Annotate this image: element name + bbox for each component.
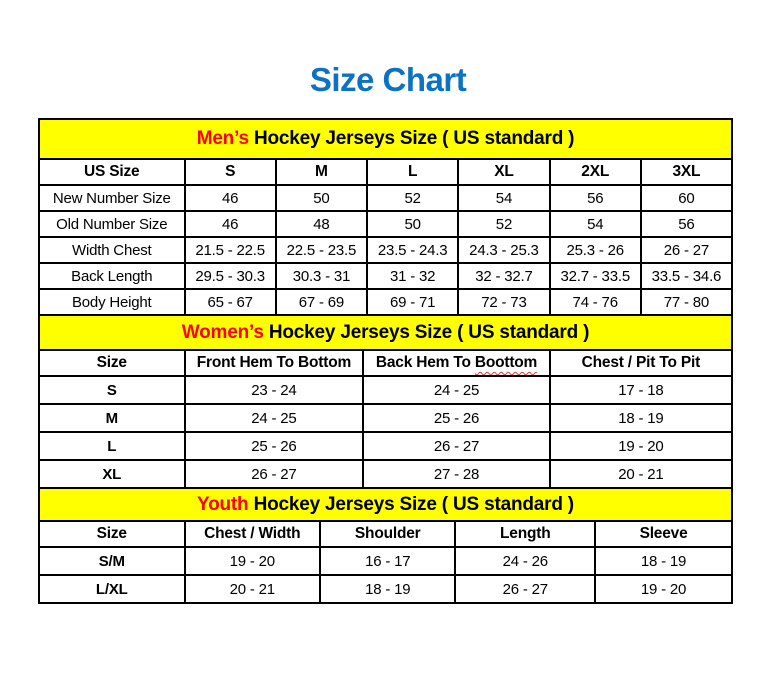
size-value-cell: 56 [550,185,641,211]
column-header [363,350,549,376]
column-header [185,350,364,376]
section-header-youth [39,488,732,521]
size-value-cell: 52 [458,211,549,237]
table-row [39,263,732,289]
size-value-cell: 33.5 - 34.6 [641,263,732,289]
size-value-cell: 26 - 27 [641,237,732,263]
size-value-cell: 20 - 21 [185,575,320,603]
size-value-cell: 16 - 17 [320,547,455,575]
column-header-label: Size [96,354,127,371]
section-header-highlight: Men’s [196,128,249,149]
column-header [455,521,595,547]
table-row [39,460,732,488]
table-row [39,211,732,237]
column-header-label: Front Hem To Bottom [196,354,352,371]
row-label: S/M [39,547,185,575]
size-value-cell: 18 - 19 [550,404,732,432]
row-label: Body Height [39,289,185,315]
size-value-cell: 77 - 80 [641,289,732,315]
size-table-youth [38,487,733,604]
size-value-cell: 50 [276,185,367,211]
size-value-cell: 17 - 18 [550,376,732,404]
column-header-misspelled-word: Boottom [474,354,538,371]
row-label: New Number Size [39,185,185,211]
size-value-cell: 25.3 - 26 [550,237,641,263]
size-table-womens [38,314,733,489]
column-header [550,350,732,376]
column-header [39,159,185,185]
column-header-label: XL [494,163,514,180]
size-value-cell: 72 - 73 [458,289,549,315]
row-label: L [39,432,185,460]
size-value-cell: 32 - 32.7 [458,263,549,289]
row-label: M [39,404,185,432]
column-header-label: 2XL [581,163,610,180]
size-value-cell: 22.5 - 23.5 [276,237,367,263]
size-chart-tables [38,118,733,604]
page-title: Size Chart [309,61,467,98]
column-header-label: 3XL [672,163,701,180]
table-row [39,289,732,315]
size-value-cell: 30.3 - 31 [276,263,367,289]
section-header-highlight: Youth [197,493,249,515]
size-value-cell: 18 - 19 [320,575,455,603]
size-value-cell: 19 - 20 [595,575,732,603]
column-header-label: L [408,163,418,180]
table-row [39,237,732,263]
size-value-cell: 21.5 - 22.5 [185,237,276,263]
size-value-cell: 23.5 - 24.3 [367,237,458,263]
table-row [39,404,732,432]
size-value-cell: 60 [641,185,732,211]
size-value-cell: 19 - 20 [550,432,732,460]
size-value-cell: 69 - 71 [367,289,458,315]
section-header-text: Hockey Jerseys Size ( US standard ) [253,493,574,515]
column-header-label: S [225,163,236,180]
size-value-cell: 29.5 - 30.3 [185,263,276,289]
column-header-label: Length [500,525,551,542]
column-header [550,159,641,185]
table-row [39,432,732,460]
row-label: Old Number Size [39,211,185,237]
column-header [276,159,367,185]
column-header [458,159,549,185]
size-value-cell: 23 - 24 [185,376,364,404]
size-value-cell: 27 - 28 [363,460,549,488]
table-row [39,376,732,404]
size-value-cell: 48 [276,211,367,237]
row-label: Width Chest [39,237,185,263]
size-value-cell: 52 [367,185,458,211]
column-header-label: M [315,163,328,180]
section-header-womens [39,315,732,350]
size-value-cell: 26 - 27 [363,432,549,460]
size-value-cell: 74 - 76 [550,289,641,315]
size-value-cell: 19 - 20 [185,547,320,575]
column-header [595,521,732,547]
table-row [39,575,732,603]
column-header-label: Sleeve [639,525,688,542]
column-header [367,159,458,185]
column-header-label: US Size [84,163,140,180]
row-label: S [39,376,185,404]
column-header [185,521,320,547]
column-header-label: Size [96,525,127,542]
size-value-cell: 46 [185,185,276,211]
column-header-label: Chest / Pit To Pit [581,354,701,371]
size-value-cell: 25 - 26 [185,432,364,460]
size-value-cell: 18 - 19 [595,547,732,575]
column-header [320,521,455,547]
size-value-cell: 56 [641,211,732,237]
table-row [39,185,732,211]
size-value-cell: 67 - 69 [276,289,367,315]
size-value-cell: 46 [185,211,276,237]
size-value-cell: 50 [367,211,458,237]
column-header [39,350,185,376]
size-value-cell: 31 - 32 [367,263,458,289]
size-value-cell: 54 [550,211,641,237]
size-value-cell: 24 - 25 [363,376,549,404]
row-label: L/XL [39,575,185,603]
row-label: Back Length [39,263,185,289]
row-label: XL [39,460,185,488]
column-header [641,159,732,185]
section-header-highlight: Women’s [181,321,264,343]
column-header-label: Shoulder [354,525,421,542]
column-header-label: Back Hem To [375,354,471,371]
size-value-cell: 54 [458,185,549,211]
size-value-cell: 32.7 - 33.5 [550,263,641,289]
size-value-cell: 26 - 27 [455,575,595,603]
section-header-mens [39,119,732,159]
size-value-cell: 24 - 26 [455,547,595,575]
size-value-cell: 26 - 27 [185,460,364,488]
size-value-cell: 65 - 67 [185,289,276,315]
section-header-text: Hockey Jerseys Size ( US standard ) [268,321,590,343]
column-header [39,521,185,547]
column-header [185,159,276,185]
size-value-cell: 20 - 21 [550,460,732,488]
size-value-cell: 24 - 25 [185,404,364,432]
size-value-cell: 25 - 26 [363,404,549,432]
size-table-mens [38,118,733,316]
column-header-label: Chest / Width [204,525,301,542]
size-value-cell: 24.3 - 25.3 [458,237,549,263]
section-header-text: Hockey Jerseys Size ( US standard ) [253,128,575,149]
table-row [39,547,732,575]
